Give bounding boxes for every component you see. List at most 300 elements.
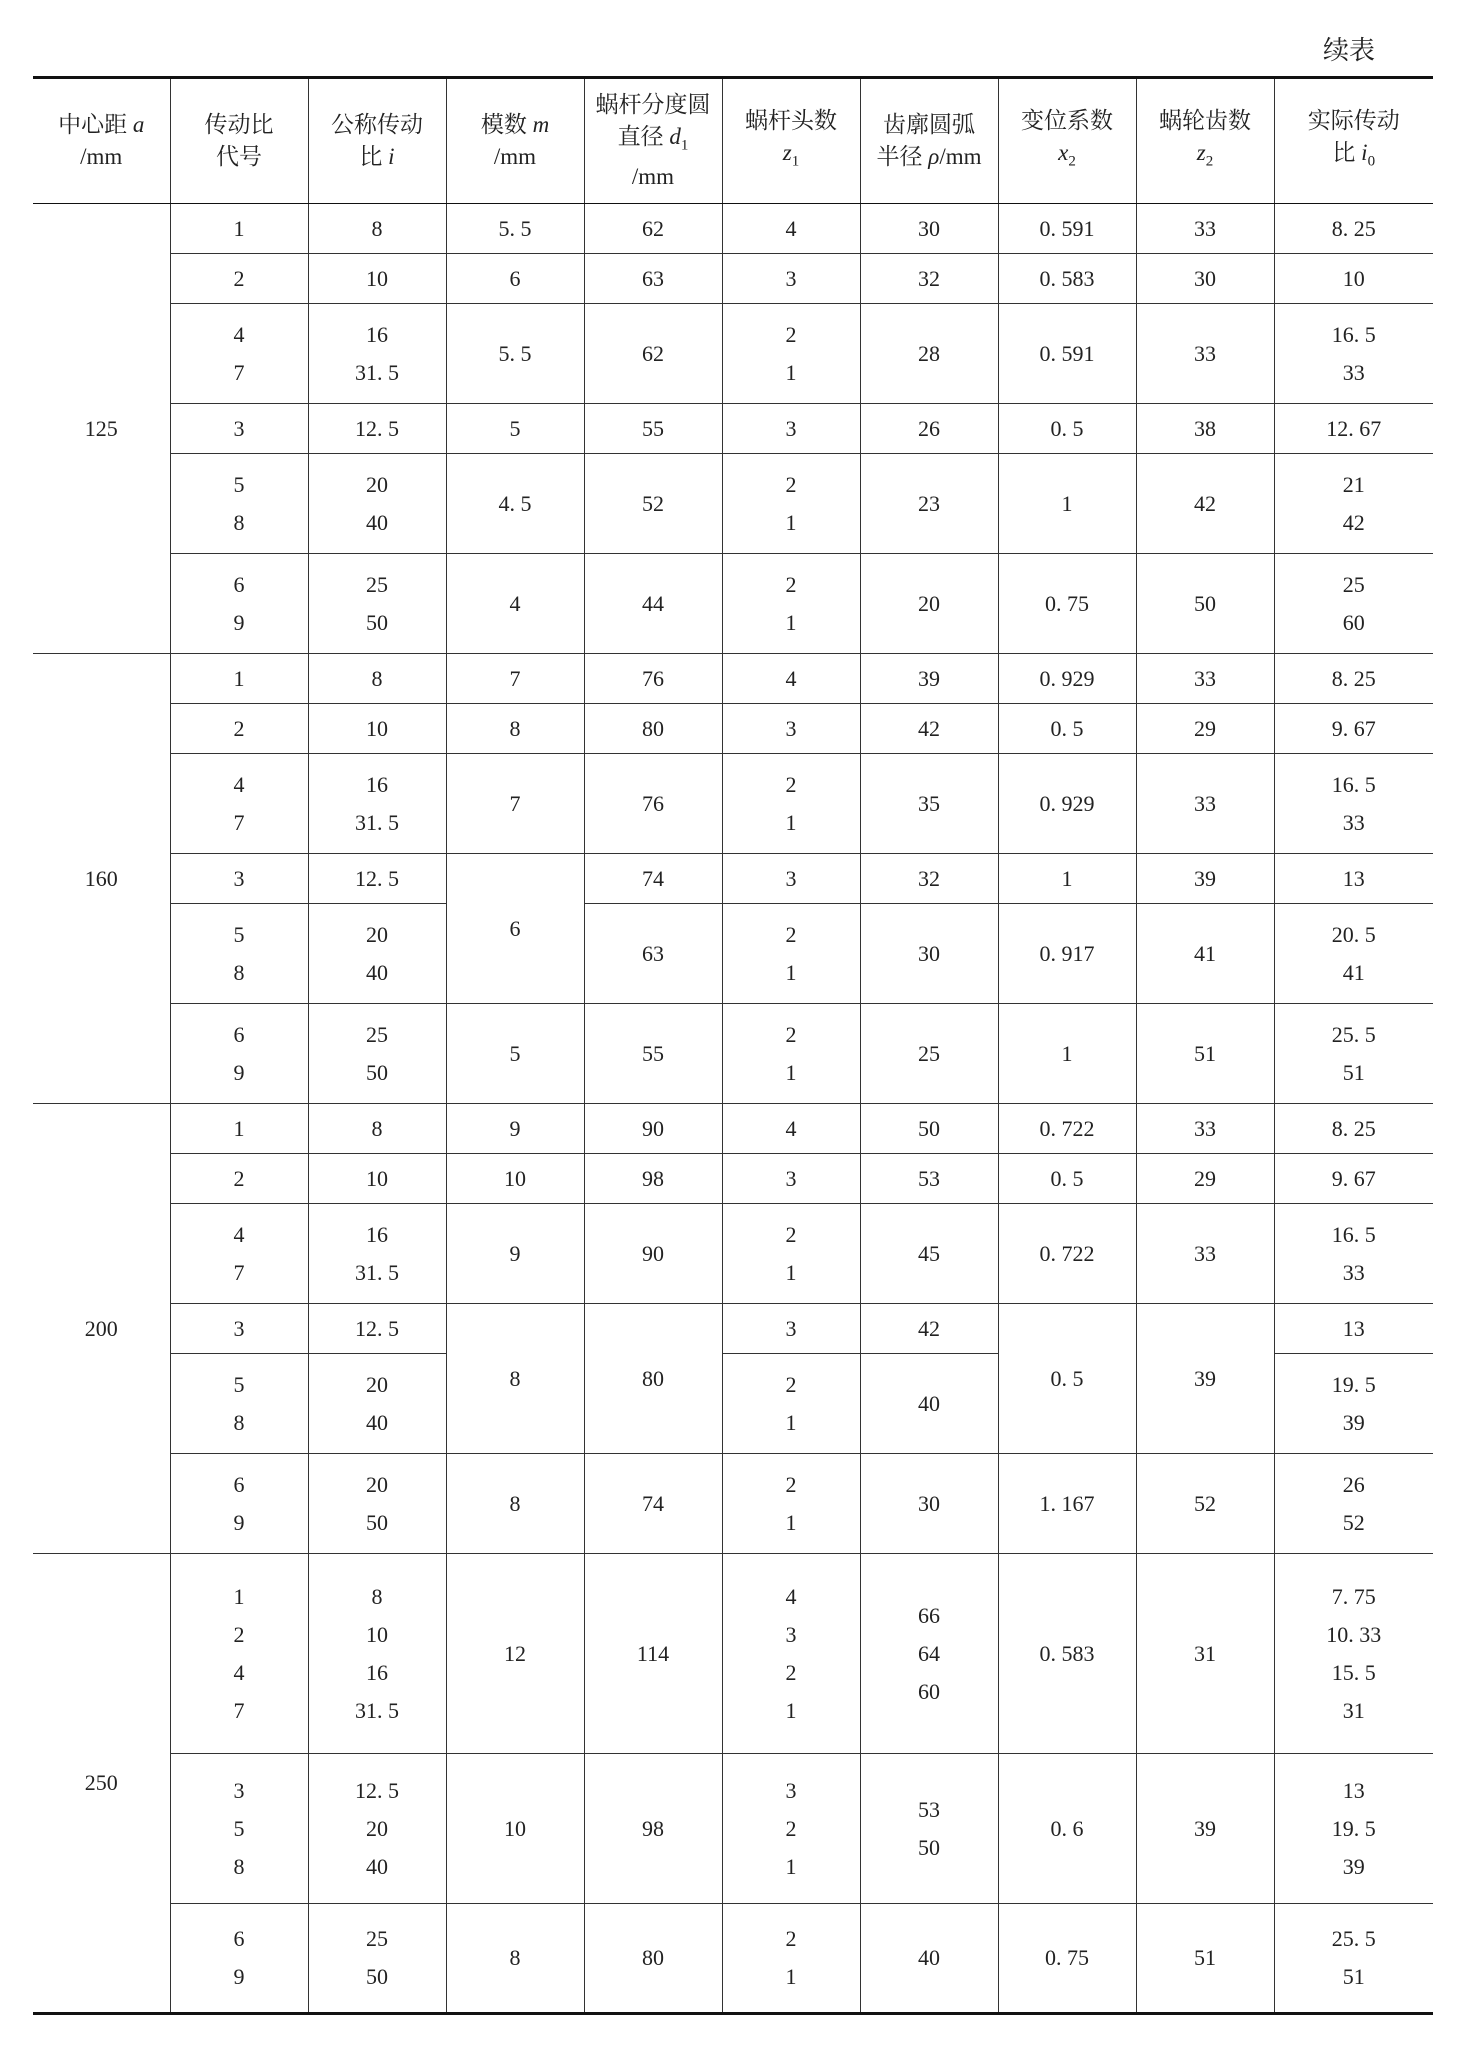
cell-value: 28 bbox=[918, 340, 940, 366]
table-cell bbox=[308, 1304, 446, 1354]
cell-value: 13 bbox=[1342, 865, 1365, 891]
cell-value: 16. 5 bbox=[1331, 321, 1376, 347]
table-row bbox=[33, 1754, 1433, 1904]
table-cell bbox=[308, 1354, 446, 1454]
cell-value: 39 bbox=[1194, 865, 1216, 891]
cell-value: 2 bbox=[785, 1815, 797, 1841]
table-cell bbox=[998, 554, 1136, 654]
cell-value: 9. 67 bbox=[1331, 715, 1376, 741]
cell-value: 4 bbox=[233, 771, 245, 797]
cell-value: 31. 5 bbox=[355, 1259, 399, 1285]
cell-value: 12. 5 bbox=[355, 1777, 399, 1803]
table-cell bbox=[1136, 1454, 1274, 1554]
cell-value: 53 bbox=[918, 1796, 940, 1822]
cell-value: 6 bbox=[233, 1021, 245, 1047]
header-line: 蜗杆分度圆 bbox=[595, 91, 711, 117]
cell-value: 5 bbox=[233, 471, 245, 497]
table-cell bbox=[1136, 1904, 1274, 2014]
table-cell bbox=[722, 854, 860, 904]
cell-value: 1 bbox=[785, 609, 797, 635]
cell-value: 25. 5 bbox=[1331, 1021, 1376, 1047]
table-cell bbox=[1136, 1554, 1274, 1754]
header-line: 传动比 bbox=[204, 112, 274, 137]
cell-value: 200 bbox=[84, 1315, 118, 1341]
cell-value: 16 bbox=[366, 321, 388, 347]
cell-value: 39 bbox=[1194, 1815, 1216, 1841]
table-cell bbox=[446, 754, 584, 854]
cell-value: 33 bbox=[1194, 1240, 1216, 1266]
cell-value: 98 bbox=[642, 1815, 664, 1841]
table-cell bbox=[308, 554, 446, 654]
cell-value: 8 bbox=[509, 1490, 521, 1516]
table-cell bbox=[308, 1154, 446, 1204]
table-cell bbox=[1136, 1104, 1274, 1154]
cell-value: 2 bbox=[785, 321, 797, 347]
cell-value: 42 bbox=[918, 1315, 940, 1341]
table-cell bbox=[1136, 454, 1274, 554]
table-cell bbox=[446, 704, 584, 754]
table-cell bbox=[33, 1104, 170, 1554]
cell-value: 50 bbox=[366, 1509, 388, 1535]
table-cell bbox=[860, 704, 998, 754]
table-cell bbox=[446, 404, 584, 454]
cell-value: 40 bbox=[918, 1945, 940, 1970]
worm-gear-parameter-table bbox=[33, 76, 1433, 2015]
table-cell bbox=[1136, 754, 1274, 854]
table-cell bbox=[722, 904, 860, 1004]
table-row bbox=[33, 1304, 1433, 1354]
cell-value: 0. 722 bbox=[1039, 1240, 1095, 1266]
table-cell bbox=[446, 304, 584, 404]
table-cell bbox=[1136, 1304, 1274, 1454]
cell-value: 0. 929 bbox=[1039, 665, 1095, 691]
header-line: 模数 m bbox=[480, 112, 550, 137]
cell-value: 12 bbox=[504, 1640, 526, 1666]
table-cell bbox=[722, 1204, 860, 1304]
table-cell bbox=[860, 254, 998, 304]
table-cell bbox=[308, 1904, 446, 2014]
table-cell bbox=[446, 1754, 584, 1904]
cell-value: 51 bbox=[1342, 1964, 1365, 1989]
cell-value: 6 bbox=[233, 571, 245, 597]
table-cell bbox=[1274, 404, 1433, 454]
table-cell bbox=[998, 854, 1136, 904]
cell-value: 20 bbox=[366, 1815, 388, 1841]
header-line: /mm bbox=[493, 144, 537, 169]
cell-value: 31. 5 bbox=[355, 1697, 399, 1723]
table-cell bbox=[1274, 1004, 1433, 1104]
cell-value: 0. 75 bbox=[1045, 590, 1089, 616]
header-line: 齿廓圆弧 bbox=[883, 112, 975, 137]
cell-value: 19. 5 bbox=[1331, 1815, 1376, 1841]
cell-value: 8 bbox=[233, 959, 245, 985]
cell-value: 33 bbox=[1194, 340, 1216, 366]
cell-value: 74 bbox=[642, 1490, 664, 1516]
cell-value: 10 bbox=[366, 1621, 388, 1647]
cell-value: 3 bbox=[233, 1777, 245, 1803]
header-line: 实际传动 bbox=[1307, 107, 1400, 133]
cell-value: 51 bbox=[1342, 1059, 1365, 1085]
cell-value: 9 bbox=[233, 1964, 245, 1989]
table-cell bbox=[446, 1004, 584, 1104]
cell-value: 10. 33 bbox=[1326, 1621, 1382, 1647]
cell-value: 3 bbox=[785, 1315, 797, 1341]
cell-value: 1 bbox=[233, 215, 245, 241]
cell-value: 1 bbox=[785, 1964, 797, 1989]
table-cell bbox=[446, 1154, 584, 1204]
cell-value: 8 bbox=[371, 1583, 383, 1609]
cell-value: 12. 5 bbox=[355, 865, 399, 891]
table-cell bbox=[1274, 1354, 1433, 1454]
cell-value: 74 bbox=[642, 865, 664, 891]
table-cell bbox=[860, 904, 998, 1004]
table-cell bbox=[1136, 904, 1274, 1004]
cell-value: 3 bbox=[785, 1621, 797, 1647]
table-cell bbox=[1274, 204, 1433, 254]
cell-value: 10 bbox=[504, 1165, 526, 1191]
cell-value: 10 bbox=[366, 1165, 388, 1191]
table-cell bbox=[584, 654, 722, 704]
table-cell bbox=[170, 754, 308, 854]
cell-value: 12. 5 bbox=[355, 415, 399, 441]
cell-value: 8. 25 bbox=[1331, 1115, 1376, 1141]
cell-value: 60 bbox=[1342, 609, 1365, 635]
cell-value: 25 bbox=[366, 571, 388, 597]
cell-value: 3 bbox=[785, 265, 797, 291]
cell-value: 51 bbox=[1194, 1945, 1216, 1970]
cell-value: 8 bbox=[371, 215, 383, 241]
table-cell bbox=[722, 1454, 860, 1554]
table-cell bbox=[1136, 404, 1274, 454]
table-cell bbox=[308, 1454, 446, 1554]
cell-value: 41 bbox=[1342, 959, 1365, 985]
cell-value: 21 bbox=[1342, 471, 1365, 497]
cell-value: 9 bbox=[509, 1240, 521, 1266]
cell-value: 39 bbox=[918, 665, 940, 691]
table-cell bbox=[722, 454, 860, 554]
cell-value: 1 bbox=[785, 1697, 797, 1723]
table-cell bbox=[1274, 854, 1433, 904]
cell-value: 64 bbox=[918, 1640, 940, 1666]
cell-value: 7 bbox=[233, 359, 245, 385]
cell-value: 16 bbox=[366, 1659, 388, 1685]
table-cell bbox=[722, 1554, 860, 1754]
table-cell bbox=[584, 1004, 722, 1104]
table-cell bbox=[722, 1354, 860, 1454]
table-cell bbox=[998, 1304, 1136, 1454]
cell-value: 30 bbox=[918, 1490, 940, 1516]
cell-value: 6 bbox=[233, 1926, 245, 1951]
cell-value: 40 bbox=[366, 1853, 388, 1879]
table-cell bbox=[308, 904, 446, 1004]
table-cell bbox=[860, 454, 998, 554]
cell-value: 31. 5 bbox=[355, 809, 399, 835]
table-cell bbox=[170, 1104, 308, 1154]
table-cell bbox=[1136, 654, 1274, 704]
cell-value: 9. 67 bbox=[1331, 1165, 1376, 1191]
table-cell bbox=[170, 1554, 308, 1754]
cell-value: 90 bbox=[642, 1115, 664, 1141]
cell-value: 31 bbox=[1194, 1640, 1216, 1666]
cell-value: 0. 917 bbox=[1039, 940, 1095, 966]
cell-value: 25 bbox=[918, 1040, 940, 1066]
table-row bbox=[33, 704, 1433, 754]
table-cell bbox=[446, 454, 584, 554]
cell-value: 2 bbox=[785, 471, 797, 497]
cell-value: 33 bbox=[1342, 359, 1365, 385]
table-cell bbox=[860, 1754, 998, 1904]
cell-value: 23 bbox=[918, 490, 940, 516]
table-cell bbox=[584, 1204, 722, 1304]
cell-value: 2 bbox=[233, 265, 245, 291]
table-cell bbox=[446, 1904, 584, 2014]
cell-value: 25 bbox=[366, 1926, 388, 1951]
cell-value: 114 bbox=[636, 1640, 670, 1666]
table-cell bbox=[722, 754, 860, 854]
cell-value: 0. 583 bbox=[1039, 1640, 1095, 1666]
cell-value: 19. 5 bbox=[1331, 1371, 1376, 1397]
table-row bbox=[33, 254, 1433, 304]
cell-value: 42 bbox=[1194, 490, 1216, 516]
cell-value: 90 bbox=[642, 1240, 664, 1266]
cell-value: 50 bbox=[1194, 590, 1216, 616]
table-cell bbox=[170, 1154, 308, 1204]
cell-value: 2 bbox=[785, 571, 797, 597]
cell-value: 1 bbox=[785, 1509, 797, 1535]
cell-value: 3 bbox=[785, 1777, 797, 1803]
column-header bbox=[446, 78, 584, 204]
table-row bbox=[33, 854, 1433, 904]
table-cell bbox=[1274, 304, 1433, 404]
table-cell bbox=[722, 1754, 860, 1904]
cell-value: 2 bbox=[785, 1371, 797, 1397]
table-cell bbox=[860, 1354, 998, 1454]
table-cell bbox=[170, 1904, 308, 2014]
cell-value: 63 bbox=[642, 940, 664, 966]
table-cell bbox=[998, 1104, 1136, 1154]
header-line: 比 i bbox=[359, 144, 395, 169]
cell-value: 3 bbox=[233, 415, 245, 441]
header-line: 代号 bbox=[216, 144, 262, 169]
table-cell bbox=[1136, 1004, 1274, 1104]
table-cell bbox=[860, 304, 998, 404]
cell-value: 30 bbox=[1194, 265, 1216, 291]
cell-value: 3 bbox=[785, 715, 797, 741]
cell-value: 42 bbox=[1342, 509, 1365, 535]
table-row bbox=[33, 1454, 1433, 1554]
table-cell bbox=[860, 754, 998, 854]
table-cell bbox=[722, 1104, 860, 1154]
table-cell bbox=[584, 1754, 722, 1904]
continued-label: 续表 bbox=[1322, 36, 1375, 65]
cell-value: 50 bbox=[366, 609, 388, 635]
table-row bbox=[33, 304, 1433, 404]
cell-value: 4 bbox=[509, 590, 521, 616]
cell-value: 39 bbox=[1342, 1409, 1365, 1435]
table-cell bbox=[584, 1104, 722, 1154]
cell-value: 98 bbox=[642, 1165, 664, 1191]
cell-value: 8 bbox=[509, 715, 521, 741]
cell-value: 7 bbox=[509, 665, 521, 691]
table-cell bbox=[308, 1004, 446, 1104]
table-cell bbox=[860, 854, 998, 904]
cell-value: 9 bbox=[233, 1059, 245, 1085]
table-cell bbox=[308, 704, 446, 754]
cell-value: 7 bbox=[233, 1697, 245, 1723]
cell-value: 1 bbox=[233, 665, 245, 691]
cell-value: 6 bbox=[233, 1471, 245, 1497]
table-row bbox=[33, 1154, 1433, 1204]
cell-value: 25 bbox=[366, 1021, 388, 1047]
cell-value: 8 bbox=[509, 1365, 521, 1391]
table-row bbox=[33, 1104, 1433, 1154]
table-cell bbox=[998, 1454, 1136, 1554]
cell-value: 80 bbox=[642, 1365, 664, 1391]
table-row bbox=[33, 454, 1433, 554]
cell-value: 13 bbox=[1342, 1315, 1365, 1341]
table-cell bbox=[722, 704, 860, 754]
table-cell bbox=[722, 654, 860, 704]
table-cell bbox=[308, 1204, 446, 1304]
cell-value: 20 bbox=[918, 590, 940, 616]
table-cell bbox=[584, 404, 722, 454]
cell-value: 8. 25 bbox=[1331, 215, 1376, 241]
cell-value: 0. 6 bbox=[1050, 1815, 1084, 1841]
table-cell bbox=[584, 1454, 722, 1554]
cell-value: 0. 591 bbox=[1039, 215, 1095, 241]
table-cell bbox=[584, 254, 722, 304]
cell-value: 13 bbox=[1342, 1777, 1365, 1803]
table-cell bbox=[584, 454, 722, 554]
table-cell bbox=[860, 1554, 998, 1754]
cell-value: 1 bbox=[785, 959, 797, 985]
table-cell bbox=[860, 654, 998, 704]
cell-value: 1 bbox=[785, 809, 797, 835]
cell-value: 26 bbox=[1342, 1471, 1365, 1497]
table-cell bbox=[998, 1004, 1136, 1104]
cell-value: 44 bbox=[642, 590, 664, 616]
table-cell bbox=[1136, 854, 1274, 904]
cell-value: 2 bbox=[785, 771, 797, 797]
cell-value: 0. 5 bbox=[1050, 1365, 1084, 1391]
table-cell bbox=[446, 204, 584, 254]
cell-value: 3 bbox=[785, 865, 797, 891]
cell-value: 5 bbox=[233, 921, 245, 947]
cell-value: 4 bbox=[785, 665, 797, 691]
cell-value: 16 bbox=[366, 1221, 388, 1247]
table-cell bbox=[170, 1004, 308, 1104]
cell-value: 51 bbox=[1194, 1040, 1216, 1066]
table-cell bbox=[1136, 1754, 1274, 1904]
header-line: 半径 ρ/mm bbox=[876, 144, 982, 169]
table-cell bbox=[998, 1754, 1136, 1904]
table-cell bbox=[170, 204, 308, 254]
cell-value: 50 bbox=[366, 1964, 388, 1989]
cell-value: 62 bbox=[642, 340, 664, 366]
cell-value: 6 bbox=[509, 915, 521, 941]
table-cell bbox=[308, 304, 446, 404]
cell-value: 20 bbox=[366, 921, 388, 947]
table-cell bbox=[584, 554, 722, 654]
cell-value: 4 bbox=[233, 321, 245, 347]
table-cell bbox=[998, 1904, 1136, 2014]
cell-value: 10 bbox=[1342, 265, 1365, 291]
table-cell bbox=[170, 254, 308, 304]
table-cell bbox=[170, 1454, 308, 1554]
table-row bbox=[33, 204, 1433, 254]
table-cell bbox=[860, 1454, 998, 1554]
cell-value: 12. 67 bbox=[1326, 415, 1382, 441]
cell-value: 52 bbox=[642, 490, 664, 516]
cell-value: 39 bbox=[1194, 1365, 1216, 1391]
table-cell bbox=[170, 854, 308, 904]
table-cell bbox=[722, 1304, 860, 1354]
cell-value: 0. 5 bbox=[1050, 415, 1084, 441]
table-cell bbox=[1136, 554, 1274, 654]
cell-value: 7 bbox=[233, 1259, 245, 1285]
table-cell bbox=[998, 204, 1136, 254]
cell-value: 40 bbox=[366, 1409, 388, 1435]
table-cell bbox=[33, 204, 170, 654]
cell-value: 1 bbox=[785, 1409, 797, 1435]
cell-value: 26 bbox=[918, 415, 940, 441]
header-line: /mm bbox=[80, 144, 123, 169]
table-cell bbox=[722, 1904, 860, 2014]
table-row bbox=[33, 654, 1433, 704]
column-header bbox=[584, 78, 722, 204]
cell-value: 5. 5 bbox=[498, 340, 532, 366]
cell-value: 5. 5 bbox=[498, 215, 532, 241]
cell-value: 33 bbox=[1194, 1115, 1216, 1141]
cell-value: 32 bbox=[918, 865, 940, 891]
cell-value: 33 bbox=[1194, 215, 1216, 241]
cell-value: 45 bbox=[918, 1240, 940, 1266]
table-cell bbox=[446, 1204, 584, 1304]
header-line: $z_1$ bbox=[782, 139, 800, 170]
table-cell bbox=[722, 554, 860, 654]
table-cell bbox=[584, 1904, 722, 2014]
cell-value: 9 bbox=[233, 609, 245, 635]
table-cell bbox=[998, 1204, 1136, 1304]
cell-value: 30 bbox=[918, 215, 940, 241]
cell-value: 7 bbox=[509, 790, 521, 816]
cell-value: 7 bbox=[233, 809, 245, 835]
table-cell bbox=[860, 554, 998, 654]
cell-value: 29 bbox=[1194, 715, 1216, 741]
cell-value: 1. 167 bbox=[1039, 1490, 1095, 1516]
cell-value: 15. 5 bbox=[1331, 1659, 1376, 1685]
cell-value: 50 bbox=[366, 1059, 388, 1085]
cell-value: 2 bbox=[785, 1659, 797, 1685]
table-cell bbox=[584, 854, 722, 904]
cell-value: 8. 25 bbox=[1331, 665, 1376, 691]
table-cell bbox=[584, 904, 722, 1004]
column-header bbox=[860, 78, 998, 204]
cell-value: 40 bbox=[918, 1390, 940, 1416]
cell-value: 31. 5 bbox=[355, 359, 399, 385]
cell-value: 0. 929 bbox=[1039, 790, 1095, 816]
table-cell bbox=[1274, 1204, 1433, 1304]
table-cell bbox=[308, 404, 446, 454]
table-cell bbox=[308, 854, 446, 904]
cell-value: 0. 722 bbox=[1039, 1115, 1095, 1141]
cell-value: 0. 591 bbox=[1039, 340, 1095, 366]
table-cell bbox=[446, 654, 584, 704]
table-cell bbox=[584, 204, 722, 254]
table-cell bbox=[1274, 1304, 1433, 1354]
table-row bbox=[33, 1904, 1433, 2014]
table-cell bbox=[860, 204, 998, 254]
